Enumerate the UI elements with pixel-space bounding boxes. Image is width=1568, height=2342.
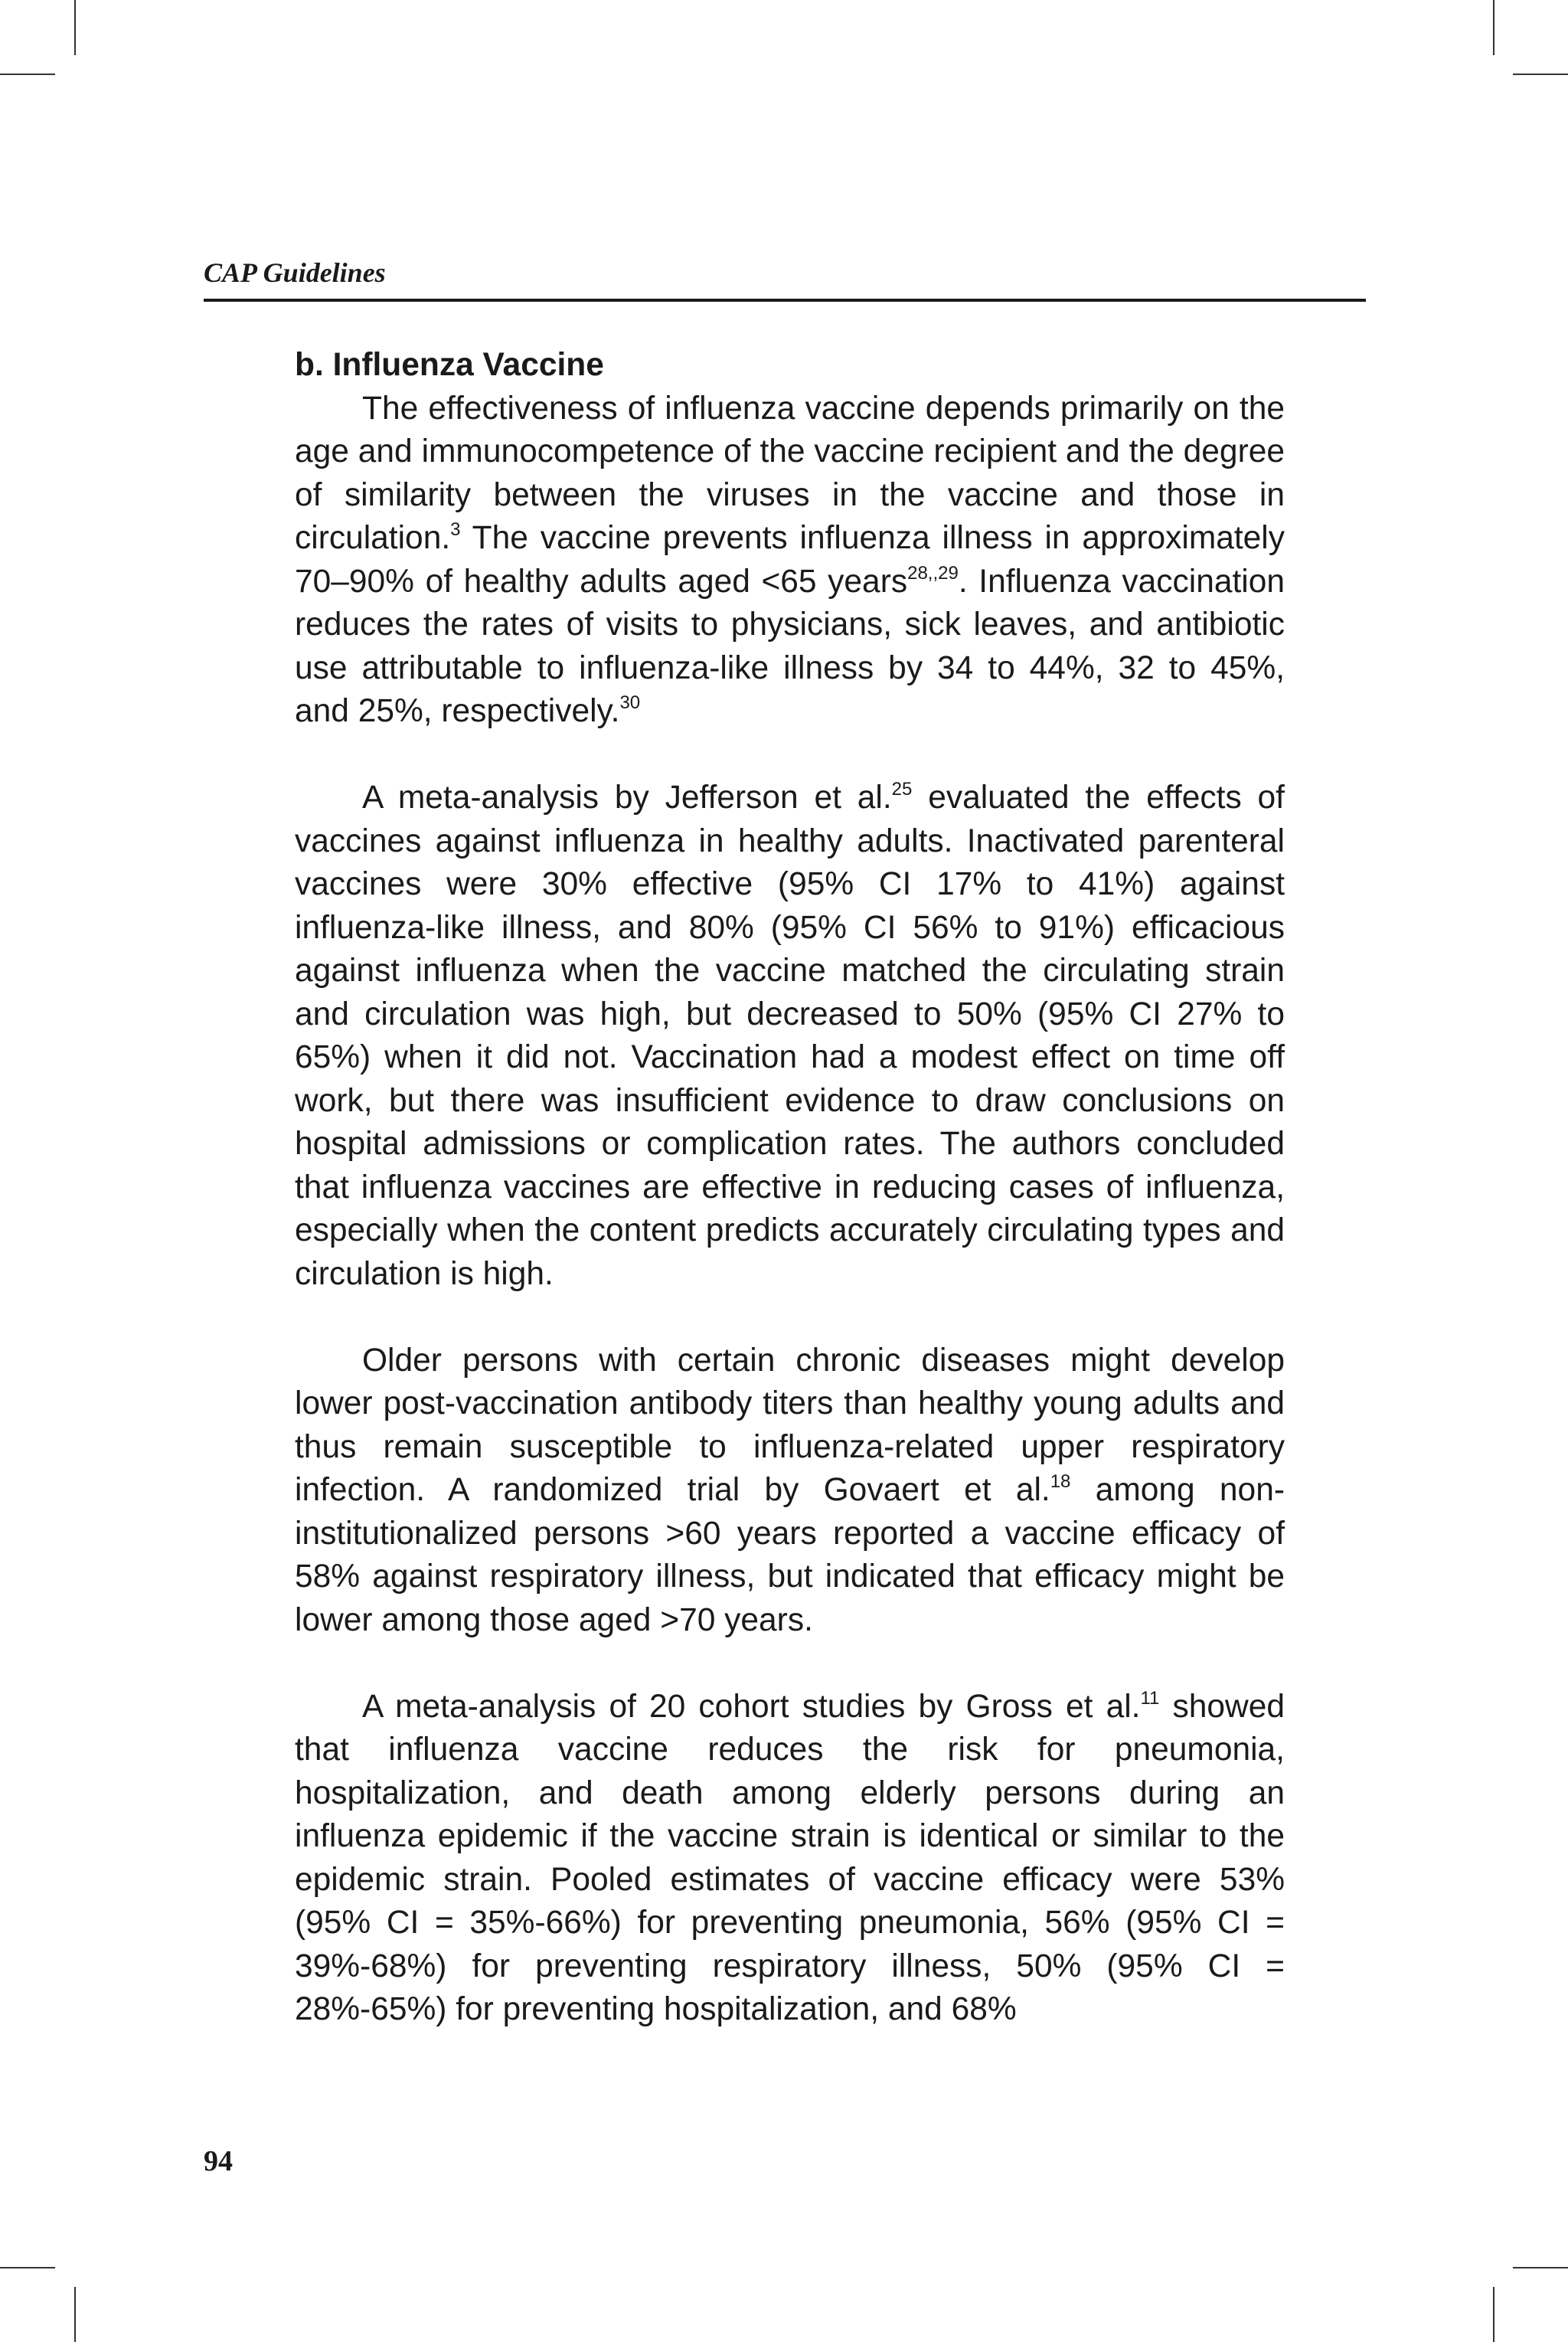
paragraph bbox=[295, 777, 1285, 1296]
paragraph-text: The effectiveness of influenza vaccine depends primarily on the age and immunocompetence of the vaccine recipient and the degree of similarity between the viruses in the vaccine and those in circulation. bbox=[295, 390, 1285, 556]
paragraph-text: among non-institutionalized persons >60 years reported a vaccine efficacy of 58% against respiratory illness, but indicated that efficacy might be lower among those aged >70 years. bbox=[295, 1472, 1285, 1638]
citation-superscript: 18 bbox=[1050, 1471, 1071, 1492]
paragraph-text: evaluated the effects of vaccines against influenza in healthy adults. Inactivated parenteral vaccines were 30% effective (95% CI 17% to 41%) against influenza-like illness, and 80% (95% CI 56% to 91%) efficacious against influenza when the vaccine matched the circulating strain and circulation was high, but decreased to 50% (95% CI 27% to 65%) when it did not. Vaccination had a modest effect on time off work, but there was insufficient evidence to draw conclusions on hospital admissions or complication rates. The authors concluded that influenza vaccines are effective in reducing cases of influenza, especially when the content predicts accurately circulating types and circulation is high. bbox=[295, 780, 1285, 1292]
paragraph-text: showed that influenza vaccine reduces the risk for pneumonia, hospitalization, and death among elderly persons during an influenza epidemic if the vaccine strain is identical or similar to the epidemic strain. Pooled estimates of vaccine efficacy were 53% (95% CI = 35%-66%) for preventing pneumonia, 56% (95% CI = 39%-68%) for preventing respiratory illness, 50% (95% CI = 28%-65%) for preventing hospitalization, and 68% bbox=[295, 1688, 1285, 2027]
body-text bbox=[295, 344, 1285, 2032]
crop-mark-top-right-vertical bbox=[1493, 0, 1494, 55]
paragraph bbox=[295, 388, 1285, 734]
paragraph-text: Older persons with certain chronic diseases might develop lower post-vaccination antibody titers than healthy young adults and thus remain susceptible to influenza-related upper respiratory infection. A randomized trial by Govaert et al. bbox=[295, 1342, 1285, 1508]
paragraph bbox=[295, 1339, 1285, 1643]
section-title: b. Influenza Vaccine bbox=[295, 347, 604, 383]
running-head: CAP Guidelines bbox=[204, 257, 386, 288]
crop-mark-bottom-left-vertical bbox=[74, 2287, 76, 2342]
paragraph-text: A meta-analysis by Jefferson et al. bbox=[362, 780, 892, 816]
page-number: 94 bbox=[204, 2145, 233, 2177]
crop-mark-top-left-horizontal bbox=[0, 74, 55, 75]
paragraph bbox=[295, 1686, 1285, 2032]
citation-superscript: 3 bbox=[450, 519, 461, 540]
header-rule bbox=[204, 299, 1366, 302]
crop-mark-bottom-right-horizontal bbox=[1513, 2267, 1568, 2268]
crop-mark-top-left-vertical bbox=[74, 0, 76, 55]
citation-superscript: 11 bbox=[1140, 1687, 1160, 1709]
paragraphs bbox=[295, 388, 1285, 2032]
crop-mark-bottom-right-vertical bbox=[1493, 2287, 1494, 2342]
paragraph-text: A meta-analysis of 20 cohort studies by Gross et al. bbox=[362, 1688, 1141, 1725]
crop-mark-bottom-left-horizontal bbox=[0, 2267, 55, 2268]
citation-superscript: 30 bbox=[619, 692, 641, 713]
crop-mark-top-right-horizontal bbox=[1513, 74, 1568, 75]
citation-superscript: 28,,29 bbox=[907, 562, 959, 584]
citation-superscript: 25 bbox=[891, 779, 913, 800]
paragraph-text: . Influenza vaccination reduces the rates of visits to physicians, sick leaves, and antibiotic use attributable to influenza-like illness by 34 to 44%, 32 to 45%, and 25%, respectively. bbox=[295, 563, 1285, 729]
paragraph-text: The vaccine prevents influenza illness in approximately 70–90% of healthy adults aged <65 years bbox=[295, 520, 1285, 600]
